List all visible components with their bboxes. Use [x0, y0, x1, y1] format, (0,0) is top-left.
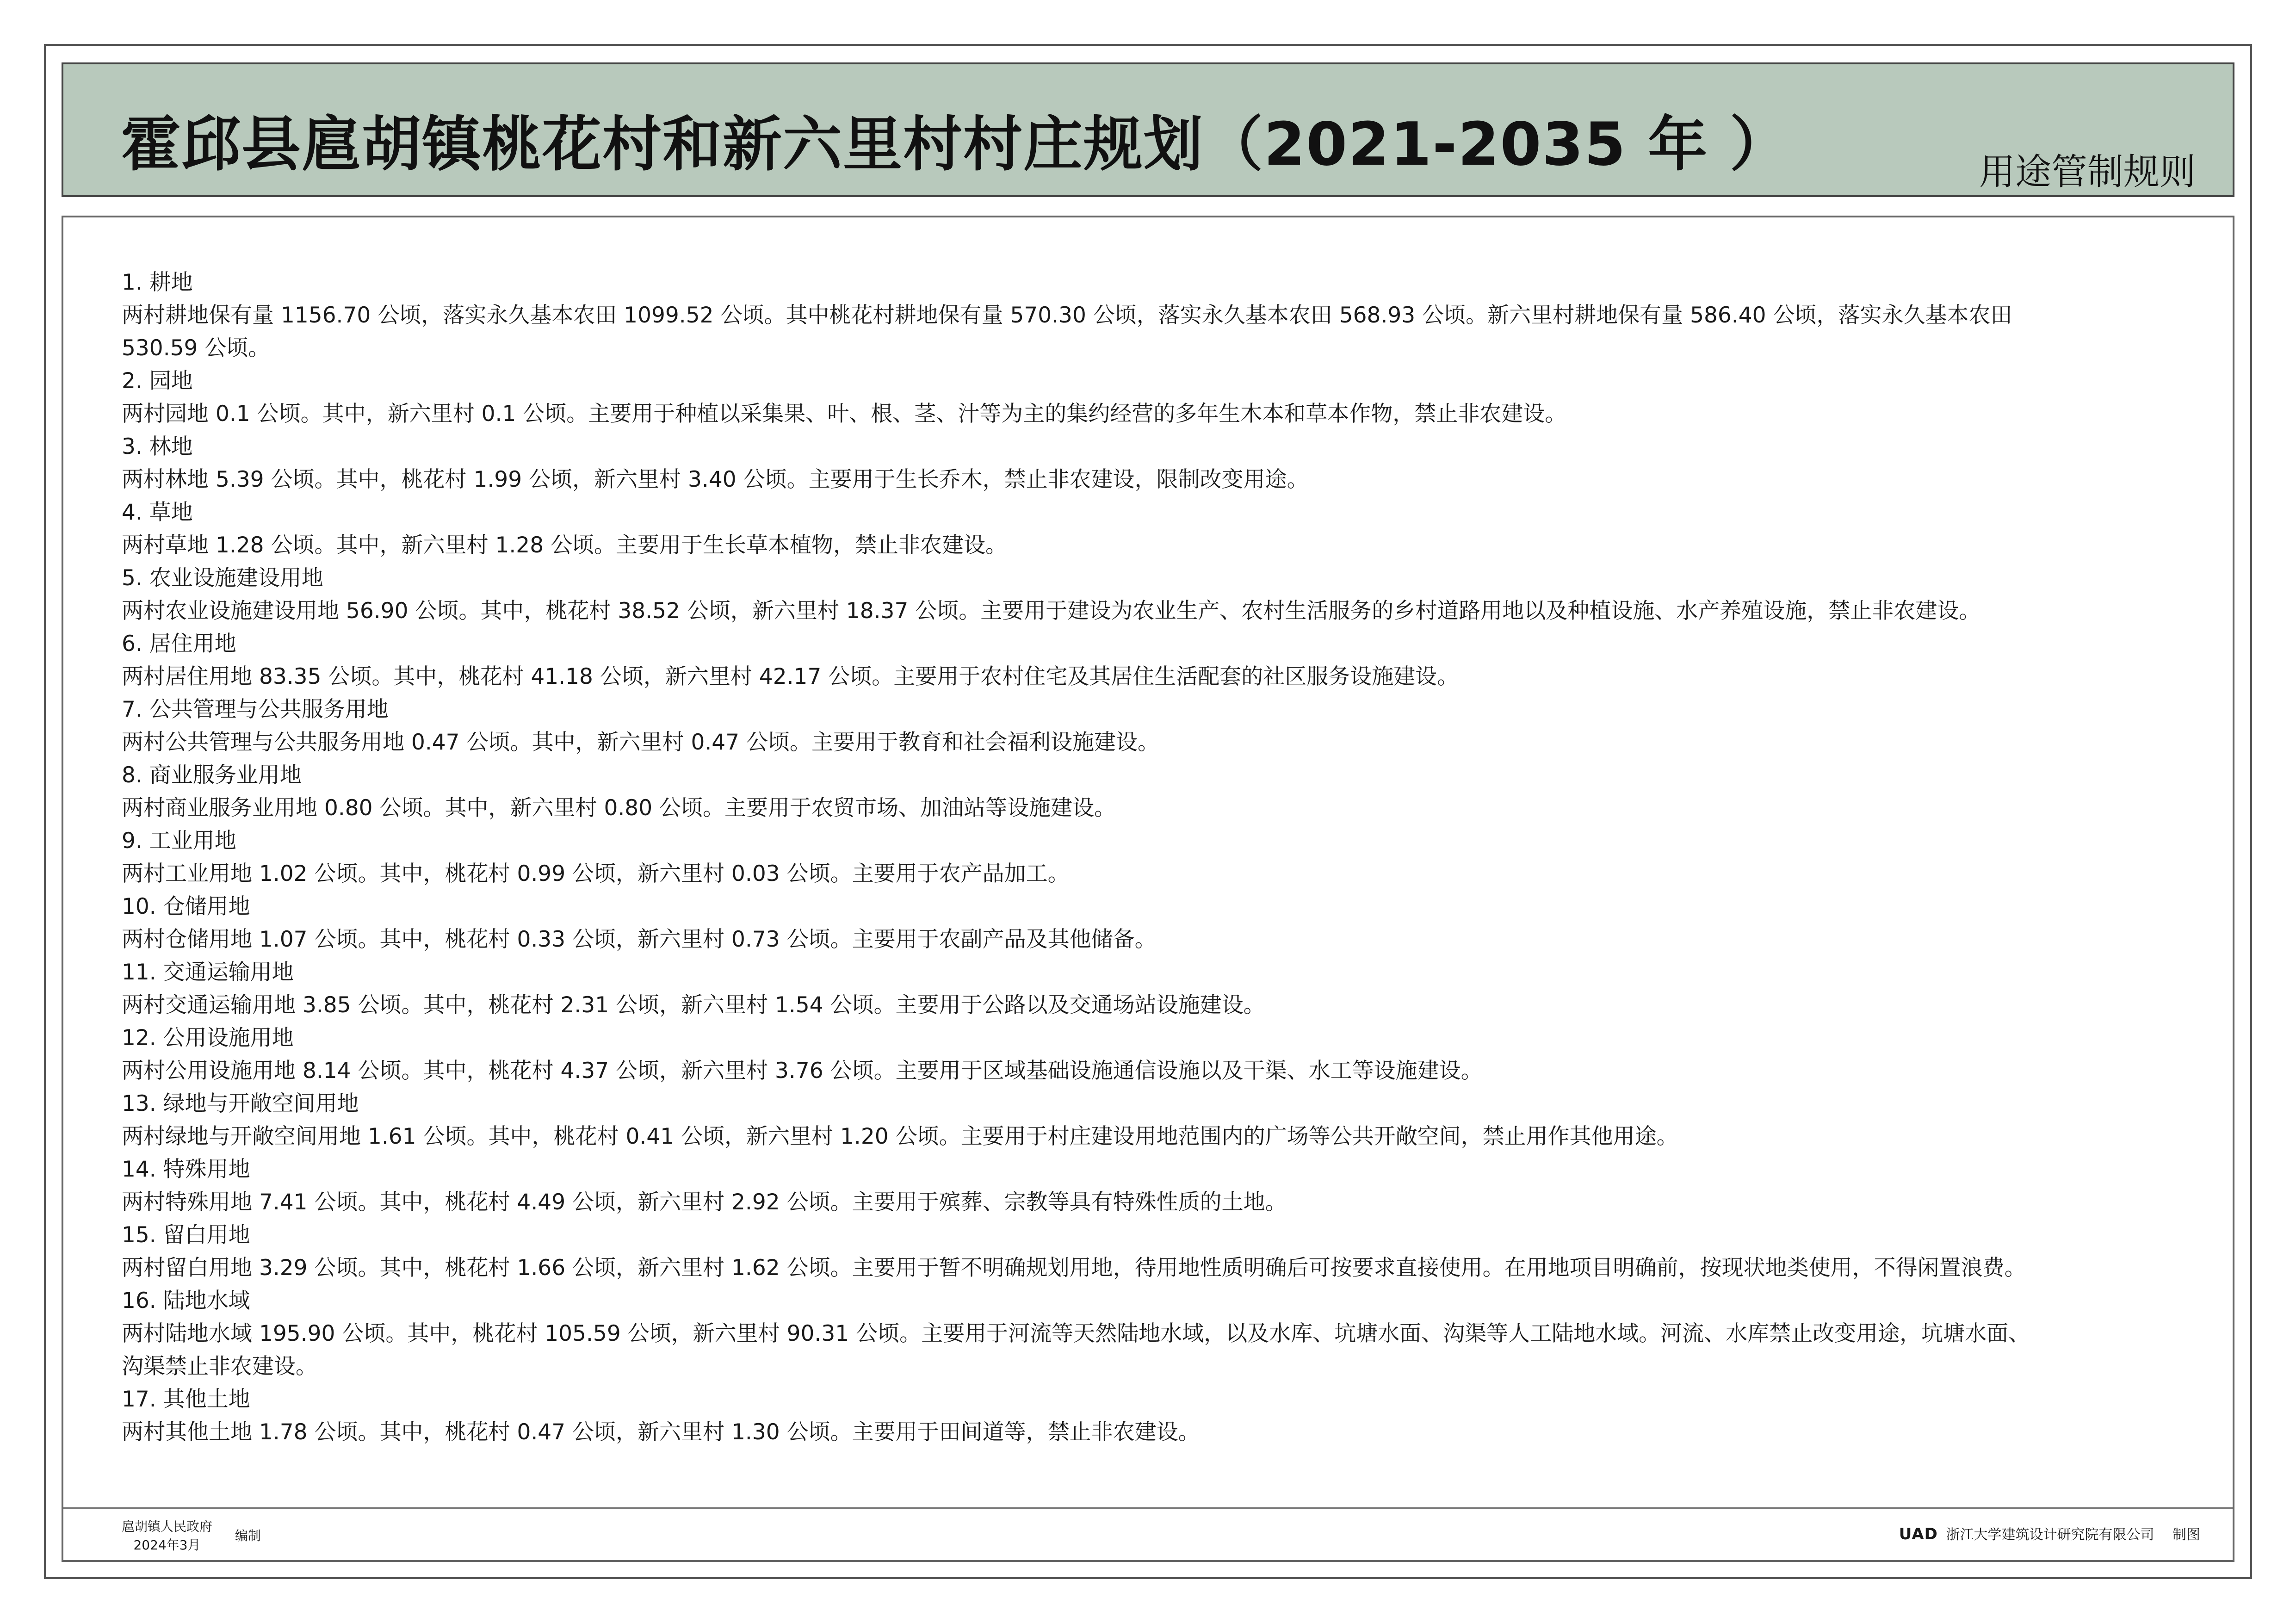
rule-section: [122, 430, 2185, 496]
rule-text: 两村耕地保有量 1156.70 公顷，落实永久基本农田 1099.52 公顷。其中桃花村耕地保有量 570.30 公顷，落实永久基本农田 568.93 公顷。新六里村耕地保有量 586.40 公顷，落实永久基本农田: [122, 303, 2012, 328]
land-use-rules-list: [122, 266, 2185, 1449]
rule-section: [122, 890, 2185, 956]
rule-section: [122, 562, 2185, 627]
compiler-org: 扈胡镇人民政府: [122, 1519, 213, 1534]
uad-logo: UAD: [1899, 1525, 1938, 1543]
rule-heading: 17. 其他土地: [122, 1387, 250, 1412]
page-subtitle: 用途管制规则: [1979, 151, 2196, 193]
rule-section: [122, 693, 2185, 759]
rule-heading: 5. 农业设施建设用地: [122, 565, 323, 591]
rule-section: [122, 956, 2185, 1022]
page-title: 霍邱县扈胡镇桃花村和新六里村村庄规划（2021-2035 年 ）: [121, 110, 1790, 179]
rule-section: [122, 266, 2185, 365]
rule-text: 沟渠禁止非农建设。: [122, 1354, 317, 1379]
rule-heading: 4. 草地: [122, 500, 193, 525]
rule-heading: 6. 居住用地: [122, 631, 236, 657]
rule-heading: 2. 园地: [122, 368, 193, 394]
rule-section: [122, 1284, 2185, 1383]
footer-divider: [63, 1507, 2233, 1509]
rule-heading: 3. 林地: [122, 434, 193, 459]
compiler-block: [122, 1518, 212, 1555]
rule-heading: 9. 工业用地: [122, 828, 236, 854]
rule-text: 两村居住用地 83.35 公顷。其中，桃花村 41.18 公顷，新六里村 42.17 公顷。主要用于农村住宅及其居住生活配套的社区服务设施建设。: [122, 664, 1459, 689]
rule-section: [122, 1022, 2185, 1087]
rule-section: [122, 365, 2185, 430]
rule-text: 两村商业服务业用地 0.80 公顷。其中，新六里村 0.80 公顷。主要用于农贸市场、加油站等设施建设。: [122, 795, 1116, 821]
rule-heading: 13. 绿地与开敞空间用地: [122, 1091, 359, 1116]
rule-text: 两村工业用地 1.02 公顷。其中，桃花村 0.99 公顷，新六里村 0.03 公顷。主要用于农产品加工。: [122, 861, 1070, 886]
designer-org: 浙江大学建筑设计研究院有限公司: [1946, 1527, 2154, 1543]
rule-text: 两村特殊用地 7.41 公顷。其中，桃花村 4.49 公顷，新六里村 2.92 公顷。主要用于殡葬、宗教等具有特殊性质的土地。: [122, 1189, 1287, 1215]
rule-heading: 10. 仓储用地: [122, 894, 250, 919]
designer-credit: [1899, 1523, 2200, 1543]
rule-section: [122, 1087, 2185, 1153]
content-panel: [62, 216, 2234, 1562]
rule-text: 两村公用设施用地 8.14 公顷。其中，桃花村 4.37 公顷，新六里村 3.76 公顷。主要用于区域基础设施通信设施以及干渠、水工等设施建设。: [122, 1058, 1483, 1084]
compiler-role: 编制: [235, 1528, 261, 1543]
compiler-credit: [122, 1518, 261, 1555]
rule-text: 530.59 公顷。: [122, 335, 270, 361]
rule-text: 两村林地 5.39 公顷。其中，桃花村 1.99 公顷，新六里村 3.40 公顷。主要用于生长乔木，禁止非农建设，限制改变用途。: [122, 467, 1309, 492]
rule-heading: 16. 陆地水域: [122, 1288, 250, 1313]
rule-text: 两村陆地水域 195.90 公顷。其中，桃花村 105.59 公顷，新六里村 90.31 公顷。主要用于河流等天然陆地水域，以及水库、坑塘水面、沟渠等人工陆地水域。河流、水库禁止改变用途，坑塘水面、: [122, 1321, 2030, 1346]
rule-section: [122, 496, 2185, 562]
rule-text: 两村其他土地 1.78 公顷。其中，桃花村 0.47 公顷，新六里村 1.30 公顷。主要用于田间道等，禁止非农建设。: [122, 1419, 1200, 1445]
rule-heading: 1. 耕地: [122, 270, 193, 295]
rule-heading: 7. 公共管理与公共服务用地: [122, 697, 389, 722]
rule-heading: 15. 留白用地: [122, 1222, 250, 1248]
rule-heading: 12. 公用设施用地: [122, 1025, 294, 1051]
rule-heading: 11. 交通运输用地: [122, 960, 294, 985]
rule-text: 两村仓储用地 1.07 公顷。其中，桃花村 0.33 公顷，新六里村 0.73 公顷。主要用于农副产品及其他储备。: [122, 927, 1157, 952]
rule-text: 两村草地 1.28 公顷。其中，新六里村 1.28 公顷。主要用于生长草本植物，禁止非农建设。: [122, 533, 1008, 558]
rule-text: 两村园地 0.1 公顷。其中，新六里村 0.1 公顷。主要用于种植以采集果、叶、根、茎、汁等为主的集约经营的多年生木本和草本作物，禁止非农建设。: [122, 401, 1567, 427]
rule-section: [122, 759, 2185, 824]
rule-section: [122, 1383, 2185, 1449]
rule-text: 两村农业设施建设用地 56.90 公顷。其中，桃花村 38.52 公顷，新六里村 18.37 公顷。主要用于建设为农业生产、农村生活服务的乡村道路用地以及种植设施、水产养殖设施，禁止非农建设。: [122, 598, 1981, 624]
rule-text: 两村交通运输用地 3.85 公顷。其中，桃花村 2.31 公顷，新六里村 1.54 公顷。主要用于公路以及交通场站设施建设。: [122, 992, 1265, 1018]
rule-text: 两村留白用地 3.29 公顷。其中，桃花村 1.66 公顷，新六里村 1.62 公顷。主要用于暂不明确规划用地，待用地性质明确后可按要求直接使用。在用地项目明确前，按现状地类使用，不得闲置浪费。: [122, 1255, 2026, 1281]
rule-section: [122, 824, 2185, 890]
rule-section: [122, 627, 2185, 693]
rule-text: 两村公共管理与公共服务用地 0.47 公顷。其中，新六里村 0.47 公顷。主要用于教育和社会福利设施建设。: [122, 730, 1160, 755]
rule-section: [122, 1153, 2185, 1219]
designer-role: 制图: [2172, 1527, 2200, 1543]
rule-heading: 14. 特殊用地: [122, 1157, 250, 1182]
title-banner: [62, 62, 2234, 197]
compile-date: 2024年3月: [133, 1537, 201, 1553]
rule-heading: 8. 商业服务业用地: [122, 762, 302, 788]
rule-section: [122, 1219, 2185, 1284]
rule-text: 两村绿地与开敞空间用地 1.61 公顷。其中，桃花村 0.41 公顷，新六里村 1.20 公顷。主要用于村庄建设用地范围内的广场等公共开敞空间，禁止用作其他用途。: [122, 1124, 1678, 1149]
